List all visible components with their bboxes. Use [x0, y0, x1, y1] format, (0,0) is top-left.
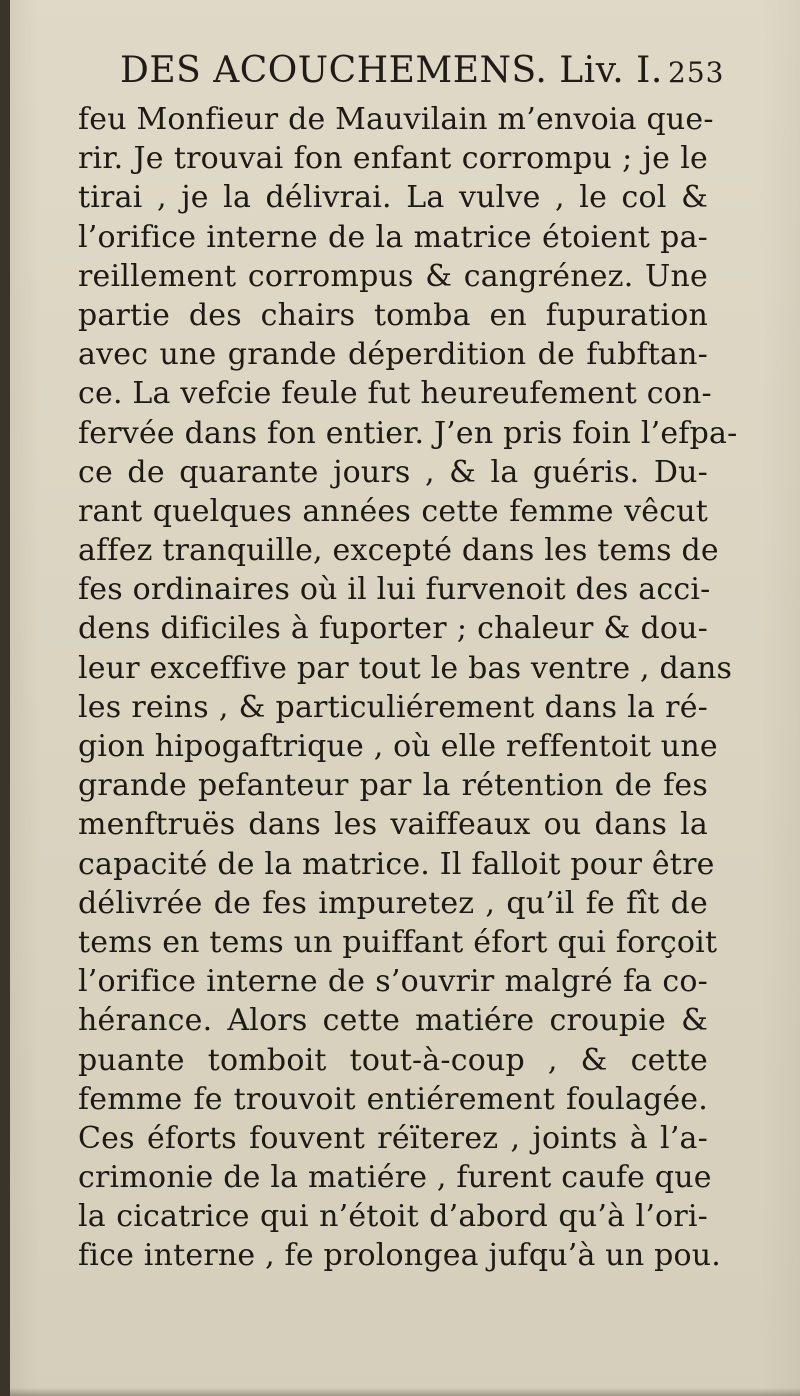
- text-line: fice interne , fe prolongea jufqu’à un pou.: [78, 1238, 722, 1274]
- text-line: dens dificiles à fuporter ; chaleur & dou-: [78, 611, 708, 647]
- text-line: l’orifice interne de la matrice étoient pa-: [78, 219, 708, 255]
- text-line: tems en tems un puiffant éfort qui forçoit: [78, 924, 718, 960]
- text-line: reillement corrompus & cangrénez. Une: [78, 258, 708, 294]
- text-line: Ces éforts fouvent réïterez , joints à l’a-: [78, 1120, 708, 1156]
- text-line: rir. Je trouvai fon enfant corrompu ; je le: [78, 141, 708, 177]
- binding-edge: [0, 0, 10, 1396]
- text-line: capacité de la matrice. Il falloit pour être: [78, 846, 715, 882]
- text-line: leur exceffive par tout le bas ventre , dans: [78, 650, 733, 686]
- text-line: menftruës dans les vaiffeaux ou dans la: [78, 807, 708, 843]
- text-line: puante tomboit tout-à-coup , & cette: [78, 1042, 708, 1078]
- text-line: hérance. Alors cette matiére croupie &: [78, 1003, 708, 1039]
- running-head: [120, 50, 725, 91]
- text-line: fes ordinaires où il lui furvenoit des acci-: [78, 572, 711, 608]
- text-line: l’orifice interne de s’ouvrir malgré fa co-: [78, 964, 708, 1000]
- text-line: ce. La vefcie feule fut heureufement con-: [78, 376, 712, 412]
- text-line: partie des chairs tomba en fupuration: [78, 297, 708, 333]
- text-line: délivrée de fes impuretez , qu’il fe fît de: [78, 885, 708, 921]
- text-line: crimonie de la matiére , furent caufe que: [78, 1160, 712, 1196]
- body-text: [78, 100, 738, 1276]
- text-line: feu Monfieur de Mauvilain m’envoia que-: [78, 102, 714, 137]
- running-head-title: DES ACOUCHEMENS. Liv. I.: [120, 50, 663, 91]
- text-line: rant quelques années cette femme vêcut: [78, 493, 708, 529]
- text-line: gion hipogaftrique , où elle reffentoit une: [78, 729, 718, 764]
- text-line: fervée dans fon entier. J’en pris foin l’efpa-: [78, 415, 738, 451]
- page-number: 253: [668, 56, 725, 89]
- page-bottom-edge: [0, 1388, 800, 1396]
- text-line: tirai , je la délivrai. La vulve , le col &: [78, 180, 708, 216]
- text-line: affez tranquille, excepté dans les tems de: [78, 533, 719, 569]
- text-line: grande pefanteur par la rétention de fes: [78, 768, 708, 804]
- text-line: ce de quarante jours , & la guéris. Du-: [78, 454, 708, 490]
- text-line: les reins , & particuliérement dans la ré-: [78, 689, 708, 725]
- text-line: femme fe trouvoit entiérement foulagée.: [78, 1081, 708, 1117]
- text-line: la cicatrice qui n’étoit d’abord qu’à l’ori-: [78, 1199, 708, 1235]
- text-line: avec une grande déperdition de fubftan-: [78, 337, 708, 373]
